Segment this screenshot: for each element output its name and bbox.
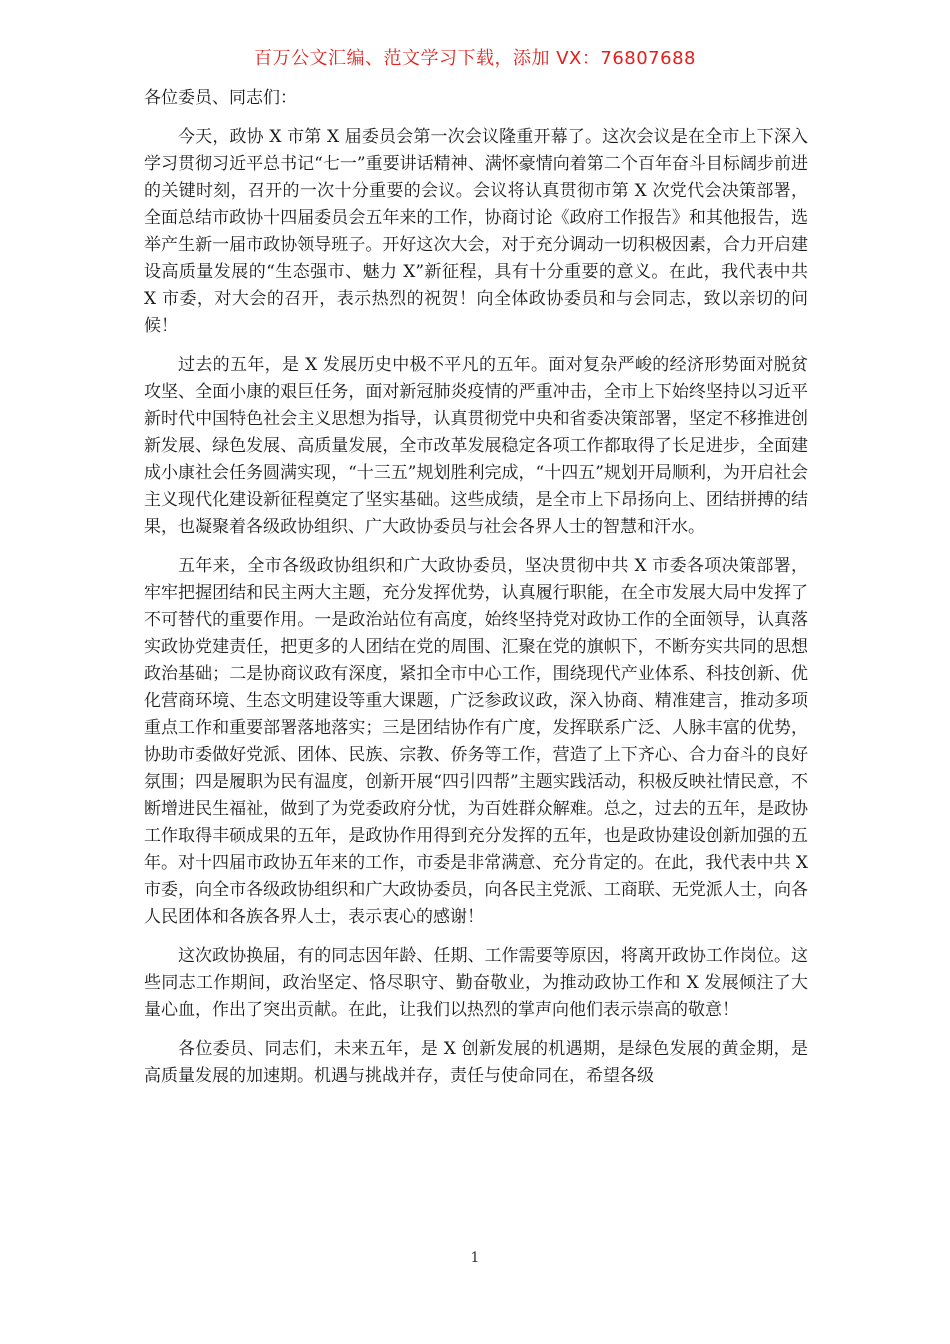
salutation: 各位委员、同志们： bbox=[144, 88, 297, 108]
page-number: 1 bbox=[470, 1250, 480, 1266]
paragraph-opening: 今天，政协 X 市第 X 届委员会第一次会议隆重开幕了。这次会议是在全市上下深入学习贯彻习近平总书记“七一”重要讲话精神、满怀豪情向着第二个百年奋斗目标阔步前进的关键时刻，召开的一次十分重要的会议。会议将认真贯彻市第 X 次党代会决策部署，全面总结市政协十四届委员会五年来的工作，协商讨论《政府工作报告》和其他报告，选举产生新一届市政协领导班子。开好这次大会，对于充分调动一切积极因素，合力开启建设高质量发展的“生态强市、魅力 X”新征程，具有十分重要的意义。在此，我代表中共 X 市委，对大会的召开，表示热烈的祝贺！向全体政协委员和与会同志，致以亲切的问候！ bbox=[144, 127, 808, 336]
document-body bbox=[144, 84, 808, 1102]
paragraph-cppcc-achievements: 五年来，全市各级政协组织和广大政协委员，坚决贯彻中共 X 市委各项决策部署，牢牢把握团结和民主两大主题，充分发挥优势，认真履行职能，在全市发展大局中发挥了不可替代的重要作用。一是政治站位有高度，始终坚持党对政协工作的全面领导，认真落实政协党建责任，把更多的人团结在党的周围、汇聚在党的旗帜下，不断夯实共同的思想政治基础；二是协商议政有深度，紧扣全市中心工作，围绕现代产业体系、科技创新、优化营商环境、生态文明建设等重大课题，广泛参政议政，深入协商、精准建言，推动多项重点工作和重要部署落地落实；三是团结协作有广度，发挥联系广泛、人脉丰富的优势，协助市委做好党派、团体、民族、宗教、侨务等工作，营造了上下齐心、合力奋斗的良好氛围；四是履职为民有温度，创新开展“四引四帮”主题实践活动，积极反映社情民意，不断增进民生福祉，做到了为党委政府分忧，为百姓群众解难。总之，过去的五年，是政协工作取得丰硕成果的五年，是政协作用得到充分发挥的五年，也是政协建设创新加强的五年。对十四届市政协五年来的工作，市委是非常满意、充分肯定的。在此，我代表中共 X 市委，向全市各级政协组织和广大政协委员，向各民主党派、工商联、无党派人士，向各人民团体和各族各界人士，表示衷心的感谢！ bbox=[144, 556, 808, 927]
paragraph-next-five-years: 各位委员、同志们，未来五年，是 X 创新发展的机遇期，是绿色发展的黄金期，是高质量发展的加速期。机遇与挑战并存，责任与使命同在，希望各级 bbox=[144, 1039, 808, 1086]
watermark-banner: 百万公文汇编、范文学习下载，添加 VX：76807688 bbox=[254, 48, 696, 69]
paragraph-retiring-members: 这次政协换届，有的同志因年龄、任期、工作需要等原因，将离开政协工作岗位。这些同志工作期间，政治坚定、恪尽职守、勤奋敬业，为推动政协工作和 X 发展倾注了大量心血，作出了突出贡献。在此，让我们以热烈的掌声向他们表示崇高的敬意！ bbox=[144, 946, 808, 1020]
paragraph-past-five-years: 过去的五年，是 X 发展历史中极不平凡的五年。面对复杂严峻的经济形势面对脱贫攻坚、全面小康的艰巨任务，面对新冠肺炎疫情的严重冲击，全市上下始终坚持以习近平新时代中国特色社会主义思想为指导，认真贯彻党中央和省委决策部署，坚定不移推进创新发展、绿色发展、高质量发展，全市改革发展稳定各项工作都取得了长足进步，全面建成小康社会任务圆满实现，“十三五”规划胜利完成，“十四五”规划开局顺利，为开启社会主义现代化建设新征程奠定了坚实基础。这些成绩，是全市上下昂扬向上、团结拼搏的结果，也凝聚着各级政协组织、广大政协委员与社会各界人士的智慧和汗水。 bbox=[144, 355, 808, 537]
